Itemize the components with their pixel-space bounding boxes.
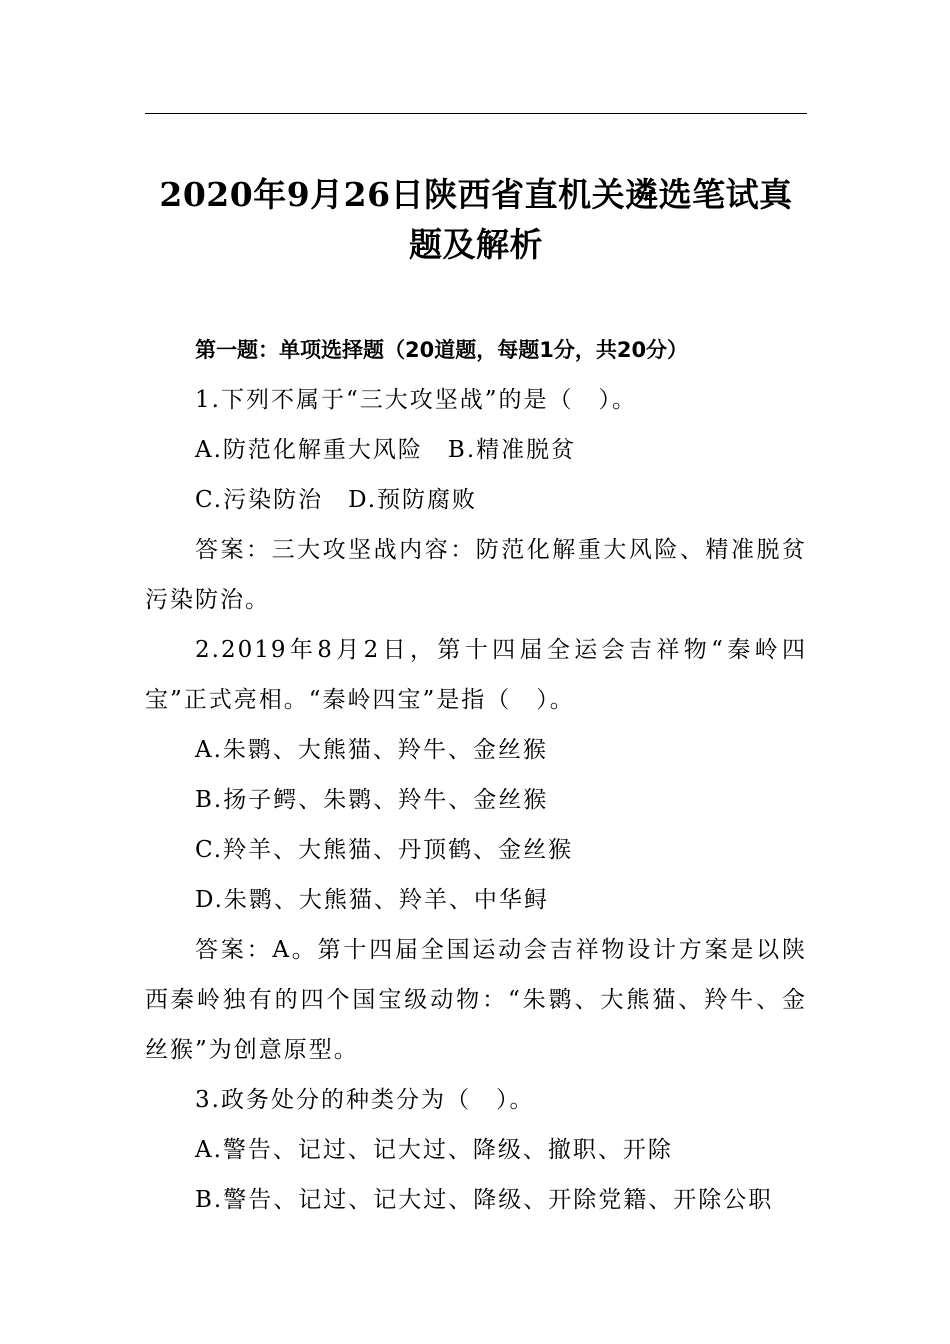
section-heading: 第一题：单项选择题（20道题，每题1分，共20分） — [195, 338, 689, 362]
document-title — [140, 170, 812, 270]
title-line-1: 2020年9月26日陕西省直机关遴选笔试真 — [159, 175, 793, 214]
top-rule — [145, 113, 807, 114]
question-1-options-ab: A.防范化解重大风险 B.精准脱贫 — [195, 437, 577, 463]
question-2-option-a: A.朱鹮、大熊猫、羚牛、金丝猴 — [195, 737, 548, 763]
question-1: 1.下列不属于“三大攻坚战”的是（ ）。 — [195, 387, 637, 413]
question-2-line-2: 宝”正式亮相。“秦岭四宝”是指（ ）。 — [145, 687, 575, 713]
question-2-line-1: 2.2019年8月2日，第十四届全运会吉祥物“秦岭四 — [195, 637, 807, 663]
question-2-option-b: B.扬子鳄、朱鹮、羚牛、金丝猴 — [195, 787, 549, 813]
answer-1-line-1: 答案：三大攻坚战内容：防范化解重大风险、精准脱贫 — [195, 537, 807, 563]
answer-2-line-2: 西秦岭独有的四个国宝级动物：“朱鹮、大熊猫、羚牛、金 — [145, 987, 807, 1013]
document-body — [145, 325, 807, 1225]
question-1-options-cd: C.污染防治 D.预防腐败 — [195, 487, 478, 513]
title-line-2: 题及解析 — [409, 225, 543, 264]
question-3-option-a: A.警告、记过、记大过、降级、撤职、开除 — [195, 1137, 673, 1163]
answer-2-line-3: 丝猴”为创意原型。 — [145, 1037, 359, 1063]
question-3-option-b: B.警告、记过、记大过、降级、开除党籍、开除公职 — [195, 1187, 774, 1213]
question-2-option-d: D.朱鹮、大熊猫、羚羊、中华鲟 — [195, 887, 549, 913]
answer-1-line-2: 污染防治。 — [145, 587, 270, 613]
question-2-option-c: C.羚羊、大熊猫、丹顶鹤、金丝猴 — [195, 837, 574, 863]
answer-2-line-1: 答案：A。第十四届全国运动会吉祥物设计方案是以陕 — [195, 937, 807, 963]
question-3: 3.政务处分的种类分为（ ）。 — [195, 1087, 535, 1113]
